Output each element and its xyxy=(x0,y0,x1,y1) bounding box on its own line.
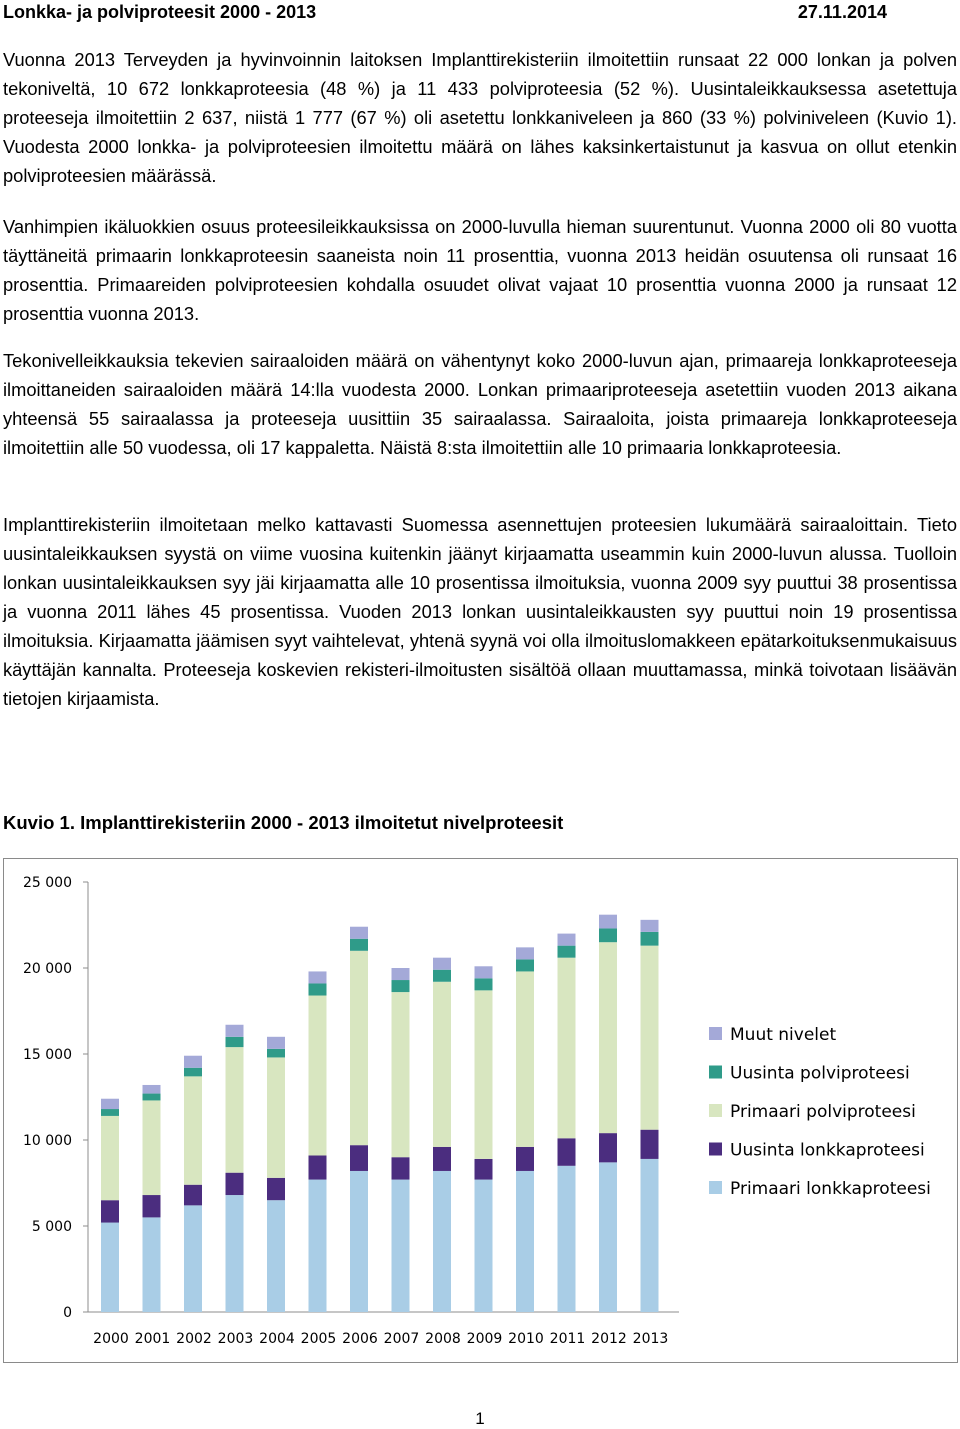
bar-segment xyxy=(641,1130,659,1159)
bar-segment xyxy=(599,928,617,942)
bar-segment xyxy=(101,1109,119,1116)
bar-segment xyxy=(641,920,659,932)
x-tick-label: 2008 xyxy=(425,1331,461,1347)
bar-segment xyxy=(101,1116,119,1200)
bar-segment xyxy=(226,1047,244,1173)
stacked-bar-chart xyxy=(4,859,957,1362)
bar-segment xyxy=(226,1195,244,1312)
y-tick-label: 0 xyxy=(63,1305,72,1321)
x-tick-label: 2013 xyxy=(632,1331,669,1347)
legend-label: Primaari polviproteesi xyxy=(730,1102,916,1122)
bar-segment xyxy=(184,1068,202,1077)
x-tick-label: 2006 xyxy=(342,1331,378,1347)
bar-segment xyxy=(558,958,576,1139)
x-tick-label: 2011 xyxy=(549,1331,586,1347)
bar-segment xyxy=(267,1057,285,1177)
legend-swatch xyxy=(709,1143,722,1156)
bar-segment xyxy=(599,1133,617,1162)
bar-segment xyxy=(350,1171,368,1312)
bar-segment xyxy=(309,1180,327,1312)
bar-segment xyxy=(558,1166,576,1312)
bar-segment xyxy=(599,1162,617,1312)
bar-segment xyxy=(226,1025,244,1037)
bar-segment xyxy=(641,1159,659,1312)
bar-segment xyxy=(558,934,576,946)
bar-segment xyxy=(143,1085,161,1094)
figure-caption: Kuvio 1. Implanttirekisteriin 2000 - 2013 ilmoitetut nivelproteesit xyxy=(3,812,564,833)
x-tick-label: 2004 xyxy=(259,1331,295,1347)
bar-segment xyxy=(433,982,451,1147)
x-tick-label: 2010 xyxy=(508,1331,544,1347)
bar-segment xyxy=(475,990,493,1159)
bar-segment xyxy=(475,1180,493,1312)
legend-swatch xyxy=(709,1066,722,1079)
bar-segment xyxy=(641,946,659,1130)
bar-segment xyxy=(558,1138,576,1166)
document-date: 27.11.2014 xyxy=(797,2,887,22)
x-tick-label: 2000 xyxy=(93,1331,129,1347)
bar-segment xyxy=(599,915,617,929)
bar-segment xyxy=(641,932,659,946)
bar-segment xyxy=(267,1037,285,1049)
x-tick-label: 2002 xyxy=(176,1331,212,1347)
bar-segment xyxy=(309,996,327,1156)
y-tick-label: 15 000 xyxy=(23,1047,72,1063)
bar-segment xyxy=(267,1049,285,1058)
bar-segment xyxy=(558,946,576,958)
bar-segment xyxy=(516,1147,534,1171)
page-number: 1 xyxy=(475,1409,485,1428)
paragraph-1: Vuonna 2013 Terveyden ja hyvinvoinnin laitoksen Implanttirekisteriin ilmoitettiin runsaat 22 000 lonkan ja polven tekoniveltä, 10 672 lonkkaproteesia (48 %) ja 11 433 polviproteesia (52 %). Uusintaleikkauksessa asetettuja proteeseja ilmoitettiin 2 637, niistä 1 777 (67 %) oli asetettu lonkkaniveleen ja 860 (33 %) polviniveleen (Kuvio 1). Vuodesta 2000 lonkka- ja polviproteesien ilmoitettu määrä on lähes kaksinkertaistunut ja kasvua on ollut etenkin polviproteesien määrässä. xyxy=(3,49,957,186)
chart-container xyxy=(3,858,958,1363)
bar-segment xyxy=(516,1171,534,1312)
legend-label: Muut nivelet xyxy=(730,1025,837,1045)
bar-segment xyxy=(267,1200,285,1312)
bar-segment xyxy=(433,1147,451,1171)
bar-segment xyxy=(101,1099,119,1109)
bar-segment xyxy=(392,1157,410,1179)
bar-segment xyxy=(433,1171,451,1312)
bar-segment xyxy=(516,947,534,959)
bar-segment xyxy=(143,1100,161,1195)
bar-segment xyxy=(392,980,410,992)
bar-segment xyxy=(392,1180,410,1312)
bar-segment xyxy=(599,942,617,1133)
legend-label: Primaari lonkkaproteesi xyxy=(730,1179,931,1199)
bar-segment xyxy=(516,959,534,971)
bar-segment xyxy=(392,992,410,1157)
bar-segment xyxy=(184,1076,202,1184)
x-tick-label: 2003 xyxy=(217,1331,254,1347)
legend-label: Uusinta lonkkaproteesi xyxy=(730,1140,925,1161)
y-tick-label: 25 000 xyxy=(23,875,72,891)
bar-segment xyxy=(475,1159,493,1180)
bar-segment xyxy=(267,1178,285,1200)
bar-segment xyxy=(516,971,534,1146)
document-title: Lonkka- ja polviproteesit 2000 - 2013 xyxy=(3,2,317,22)
y-tick-label: 10 000 xyxy=(23,1133,72,1149)
bar-segment xyxy=(143,1195,161,1217)
bar-segment xyxy=(433,958,451,970)
y-tick-label: 5 000 xyxy=(31,1219,72,1235)
x-tick-label: 2001 xyxy=(134,1331,171,1347)
bar-segment xyxy=(101,1200,119,1222)
bar-segment xyxy=(226,1173,244,1195)
bar-segment xyxy=(309,1155,327,1179)
legend-swatch xyxy=(709,1104,722,1117)
bar-segment xyxy=(309,971,327,983)
legend-swatch xyxy=(709,1181,722,1194)
bar-segment xyxy=(392,968,410,980)
bar-segment xyxy=(475,966,493,978)
bar-segment xyxy=(475,978,493,990)
x-tick-label: 2009 xyxy=(466,1331,503,1347)
x-tick-label: 2012 xyxy=(591,1331,627,1347)
bar-segment xyxy=(143,1217,161,1312)
bar-segment xyxy=(433,970,451,982)
paragraph-2: Vanhimpien ikäluokkien osuus proteesileikkauksissa on 2000-luvulla hieman suurentunut. Vuonna 2000 oli 80 vuotta täyttäneitä primaarin lonkkaproteesin saaneista noin 11 prosenttia, vuonna 2013 heidän osuutensa oli runsaat 16 prosenttia. Primaareiden polviproteesien kohdalla osuudet olivat vajaat 10 prosenttia vuonna 2000 ja runsaat 12 prosenttia vuonna 2013. xyxy=(3,216,957,324)
x-tick-label: 2005 xyxy=(300,1331,337,1347)
bar-segment xyxy=(350,939,368,951)
bar-segment xyxy=(226,1037,244,1047)
legend-label: Uusinta polviproteesi xyxy=(730,1063,910,1084)
bar-segment xyxy=(309,983,327,995)
bar-segment xyxy=(350,951,368,1145)
bar-segment xyxy=(184,1205,202,1312)
paragraph-4: Implanttirekisteriin ilmoitetaan melko kattavasti Suomessa asennettujen proteesien lukumäärä sairaaloittain. Tieto uusintaleikkauksen syystä on viime vuosina kuitenkin jäänyt kirjaamatta useammin kuin 2000-luvun alussa. Tuolloin lonkan uusintaleikkauksen syy jäi kirjaamatta alle 10 prosentissa ilmoituksia, vuonna 2009 syy puuttui 38 prosentissa ja vuonna 2011 lähes 45 prosentissa. Vuoden 2013 lonkan uusintaleikkausten syy puuttui noin 19 prosentissa ilmoituksia. Kirjaamatta jäämisen syyt vaihtelevat, yhtenä syynä voi olla ilmoituslomakkeen epätarkoituksenmukaisuus käyttäjän kannalta. Proteeseja koskevien rekisteri-ilmoitusten sisältöä ollaan muuttamassa, minkä toivotaan lisäävän tietojen kirjaamista. xyxy=(3,514,957,709)
bar-segment xyxy=(184,1185,202,1206)
legend-swatch xyxy=(709,1027,722,1040)
bar-segment xyxy=(101,1223,119,1312)
x-tick-label: 2007 xyxy=(383,1331,420,1347)
bar-segment xyxy=(143,1094,161,1101)
bar-segment xyxy=(350,1145,368,1171)
bar-segment xyxy=(350,927,368,939)
bar-segment xyxy=(184,1056,202,1068)
paragraph-3: Tekonivelleikkauksia tekevien sairaaloiden määrä on vähentynyt koko 2000-luvun ajan, primaareja lonkkaproteeseja ilmoittaneiden sairaaloiden määrä 14:lla vuodesta 2000. Lonkan primaariproteeseja asetettiin vuoden 2013 aikana yhteensä 55 sairaalassa ja proteeseja uusittiin 35 sairaalassa. Sairaaloita, joista primaareja lonkkaproteeseja ilmoitettiin alle 50 vuodessa, oli 17 kappaletta. Näistä 8:sta ilmoitettiin alle 10 primaaria lonkkaproteesia. xyxy=(3,350,957,458)
document-header xyxy=(3,2,887,26)
y-tick-label: 20 000 xyxy=(23,961,72,977)
